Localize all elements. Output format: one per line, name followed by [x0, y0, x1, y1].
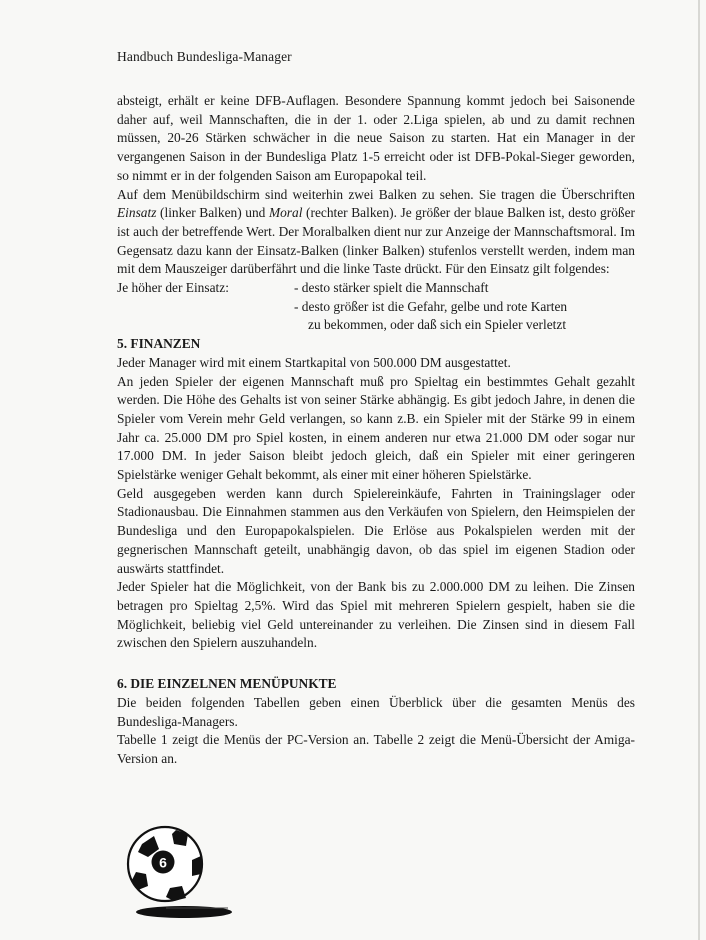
- einsatz-list-items: [294, 279, 635, 335]
- intro-text-b: (linker Balken) und: [156, 205, 269, 221]
- scan-edge-line: [698, 0, 700, 940]
- list-item-continuation: zu bekommen, oder daß sich ein Spieler verletzt: [308, 317, 567, 333]
- intro-text-c: (rechter Balken). Je größer der blaue Balken ist, desto größer ist auch der betreffende Wert. Der Moralbalken dient nur zur Anzeige der Mannschaftsmoral. Im Gegensatz dazu kann der Einsatz-Balken (linker Balken) stufenlos verstellt werden, indem man mit dem Mauszeiger darüberfährt und die linke Taste drückt. Für den Einsatz gilt folgendes:: [117, 205, 635, 277]
- intro-paragraph-2: [117, 186, 635, 280]
- menuepunkte-paragraph-1: Die beiden folgenden Tabellen geben einen Überblick über die gesamten Menüs des Bundesliga-Managers.: [117, 694, 635, 729]
- finanzen-paragraph-1: Jeder Manager wird mit einem Startkapital von 500.000 DM ausgestattet.: [117, 354, 511, 370]
- einsatz-list: [117, 279, 635, 335]
- finanzen-paragraph-3: Geld ausgegeben werden kann durch Spielereinkäufe, Fahrten in Trainingslager oder Stadionausbau. Die Einnahmen stammen aus den Verkäufen von Spielern, den Heimspielen der Bundesliga und den Europapokalspielen. Die Erlöse aus Pokalspielen werden mit der gegnerischen Mannschaft geteilt, unabhängig davon, ob das spiel im eigenen Stadion oder auswärts stattfindet.: [117, 485, 635, 576]
- einsatz-list-label: Je höher der Einsatz:: [117, 280, 229, 296]
- intro-paragraph-1: absteigt, erhält er keine DFB-Auflagen. Besondere Spannung kommt jedoch bei Saisonende daher auf, weil Mannschaften, die in der 1. oder 2.Liga spielen, ab und zu damit rechnen müssen, 20-26 Stärken schwächer in die neue Saison zu starten. Hat ein Manager in der vergangenen Saison in der Bundesliga Platz 1-5 erreicht oder ist DFB-Pokal-Sieger geworden, so nimmt er in der folgenden Saison am Europapokal teil.: [117, 93, 635, 183]
- moral-term: Moral: [268, 205, 303, 221]
- list-item: - desto größer ist die Gefahr, gelbe und rote Karten: [294, 298, 568, 314]
- soccer-ball-icon: [126, 822, 236, 922]
- running-header: Handbuch Bundesliga-Manager: [117, 49, 292, 64]
- finanzen-paragraph-4: Jeder Spieler hat die Möglichkeit, von der Bank bis zu 2.000.000 DM zu leihen. Die Zinsen betragen pro Spieltag 2,5%. Wird das Spiel mit mehreren Spielern gespielt, haben sie die Möglichkeit, beliebig viel Geld untereinander zu verleihen. Die Zinsen sind in diesem Fall zwischen den Spielern auszuhandeln.: [117, 579, 635, 651]
- page-number: 6: [159, 854, 167, 871]
- list-item: - desto stärker spielt die Mannschaft: [294, 280, 489, 296]
- section-title-finanzen: 5. FINANZEN: [117, 336, 201, 352]
- section-title-menuepunkte: 6. DIE EINZELNEN MENÜPUNKTE: [117, 676, 337, 692]
- intro-text-a: Auf dem Menübildschirm sind weiterhin zwei Balken zu sehen. Sie tragen die Überschriften: [117, 186, 635, 202]
- page-body: [117, 92, 635, 769]
- finanzen-paragraph-2: An jeden Spieler der eigenen Mannschaft muß pro Spieltag ein bestimmtes Gehalt gezahlt werden. Die Höhe des Gehalts ist von seiner Stärke abhängig. Es gibt jedoch Jahre, in denen die Spieler vom Verein mehr Geld verlangen, so kann z.B. ein Spieler mit der Stärke 99 in einem Jahr ca. 25.000 DM pro Spiel kosten, in einem anderen nur etwa 21.000 DM oder sogar nur 17.000 DM. In jeder Saison bleibt jedoch gleich, daß ein Spieler mit einer geringeren Spielstärke weniger Gehalt bekommt, als einer mit einer höheren Spielstärke.: [117, 373, 635, 483]
- menuepunkte-paragraph-2: Tabelle 1 zeigt die Menüs der PC-Version an. Tabelle 2 zeigt die Menü-Übersicht der Amiga-Version an.: [117, 732, 635, 766]
- einsatz-term: Einsatz: [117, 205, 157, 221]
